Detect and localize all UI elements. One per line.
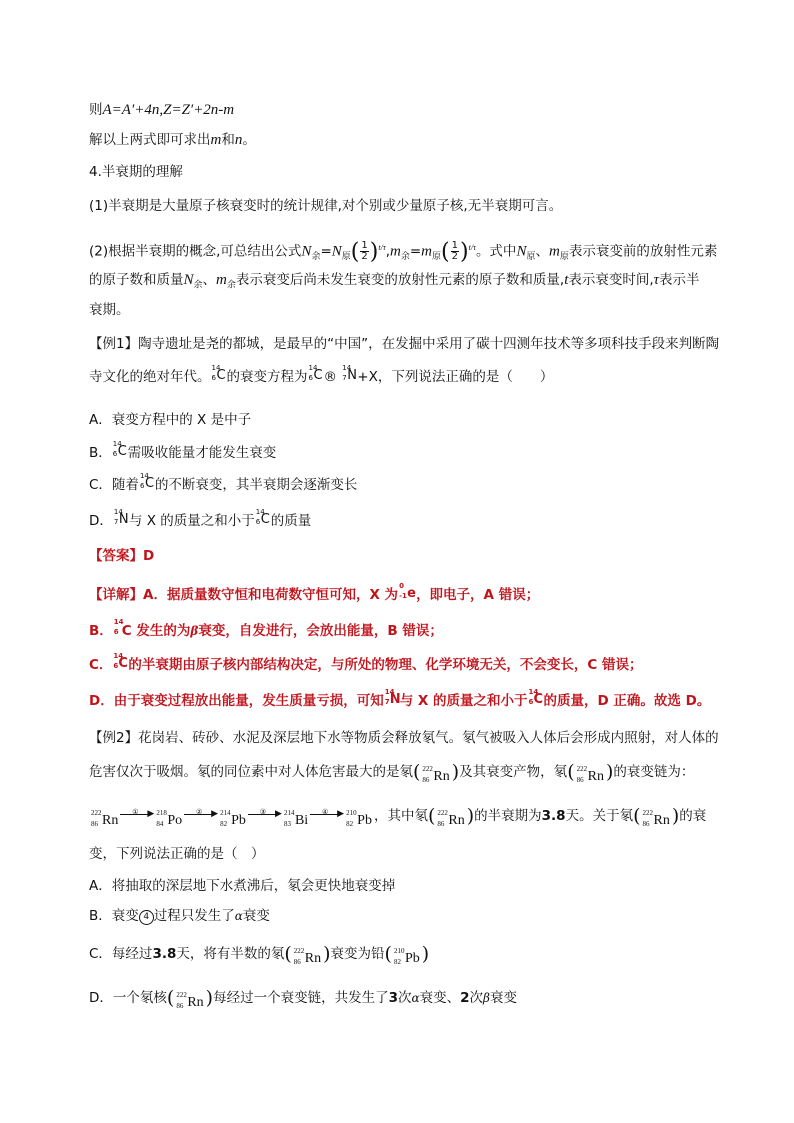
pb210: 210 82 Pb: [346, 809, 372, 828]
arrow-step-1: ① ▶: [120, 804, 154, 824]
example1-explanation-d: D．由于衰变过程放出能量，发生质量亏损，可知 14 7 N 与 X 的质量之和小于 14 6 C 的质量，D 正确。故选 D。: [89, 688, 711, 709]
point-2-line1: (2)根据半衰期的概念,可总结出公式$N_余=N_原$( $\frac{1}{2})^{t/\tau},m_余=m_原$( $\frac{1}{2})^{t/\tau}$。式中$N_原$、$m_原$表示衰变前的放射性元素: [89, 239, 718, 265]
example2-stem-4: 变，下列说法正确的是（ ）: [89, 846, 265, 862]
point-2-line3: 衰期。: [89, 302, 130, 318]
n14-nuclide: 14 7 N: [342, 364, 358, 383]
example1-explanation-c: C． 14 6 C 的半衰期由原子核内部结构决定，与所处的物理、化学环境无关，不会变长，C 错误；: [89, 652, 643, 673]
solve-line: [89, 130, 256, 150]
formula-line: [89, 100, 234, 120]
fraction: $\frac{1}{2}$: [361, 240, 368, 262]
example1-explanation-b: B． 14 6 C 发生的为β衰变，自发进行，会放出能量，B 错误；: [89, 618, 443, 639]
point-1: (1)半衰期是大量原子核衰变时的统计规律,对个别或少量原子核,无半衰期可言。: [89, 198, 563, 214]
text: 。: [242, 132, 256, 148]
example1-stem-2: 寺文化的绝对年代。 14 6 C 的衰变方程为 14 6 C ® 14 7 N +X，下列说法正确的是（ ）: [89, 364, 554, 385]
example1-answer: 【答案】D: [89, 548, 155, 564]
formula: A=A′+4n,Z=Z′+2n-m: [102, 102, 235, 118]
arrow-step-2: ② ▶: [184, 804, 218, 824]
example1-explanation-a: 【详解】A．据质量数守恒和电荷数守恒可知，X 为 0 -1 e ，即电子，A 错误；: [89, 582, 540, 603]
text: 则: [89, 102, 103, 118]
section-heading: 4.半衰期的理解: [89, 164, 183, 180]
example1-option-a: A．衰变方程中的 X 是中子: [89, 412, 252, 428]
decay-chain: 222 86 Rn ① ▶ 218 84 Po ② ▶ 214 82 Pb ③ ▶ 214 83 Bi ④ ▶ 210 82 Pb ，其中氡( 222 86 Rn )的半衰期为3.8天。关于氡( 222 86 Rn )的衰: [91, 805, 707, 828]
text: 解以上两式即可求出: [89, 132, 211, 148]
c14-nuclide: 14 6 C: [211, 364, 226, 383]
example1-option-b: B． 14 6 C 需吸收能量才能发生衰变: [89, 440, 277, 461]
example2-stem-1: 【例2】花岗岩、砖砂、水泥及深层地下水等物质会释放氡气。氡气被吸入人体后会形成内照射，对人体的: [89, 730, 719, 746]
example1-option-c: C．随着 14 6 C 的不断衰变，其半衰期会逐渐变长: [89, 472, 358, 493]
rn222: 222 86 Rn: [91, 809, 119, 828]
example1-option-d: D． 14 7 N 与 X 的质量之和小于 14 6 C 的质量: [89, 508, 312, 529]
bi214: 214 83 Bi: [283, 809, 309, 828]
example2-option-d: D．一个氡核( 222 86 Rn )每经过一个衰变链，共发生了3次α衰变、2次β衰变: [89, 987, 517, 1010]
var-m: m: [210, 132, 222, 148]
text: 和: [221, 132, 235, 148]
arrow-step-4: ④ ▶: [310, 804, 344, 824]
example2-option-b: B．衰变 4 过程只发生了α衰变: [89, 908, 270, 924]
example1-stem-1: 【例1】陶寺遗址是尧的都城，是最早的“中国”，在发掘中采用了碳十四测年技术等多项科技手段来判断陶: [89, 336, 720, 352]
arrow-step-3: ③ ▶: [248, 804, 282, 824]
point-2-line2: 的原子数和质量$N_余$、$m_余$表示衰变后尚未发生衰变的放射性元素的原子数和质量,t表示衰变时间,τ表示半: [89, 272, 700, 291]
po218: 218 84 Po: [156, 809, 183, 828]
example2-stem-2: 危害仅次于吸烟。氡的同位素中对人体危害最大的是氡( 222 86 Rn )及其衰变产物，氡( 222 86 Rn )的衰变链为：: [89, 761, 695, 784]
circled-number: 4: [139, 910, 154, 925]
pb214: 214 82 Pb: [220, 809, 246, 828]
var-n: n: [234, 132, 243, 148]
example2-option-a: A．将抽取的深层地下水煮沸后，氡会更快地衰变掉: [89, 878, 396, 894]
example2-option-c: C．每经过3.8天，将有半数的氡( 222 86 Rn )衰变为铅( 210 82 Pb ): [89, 943, 430, 966]
